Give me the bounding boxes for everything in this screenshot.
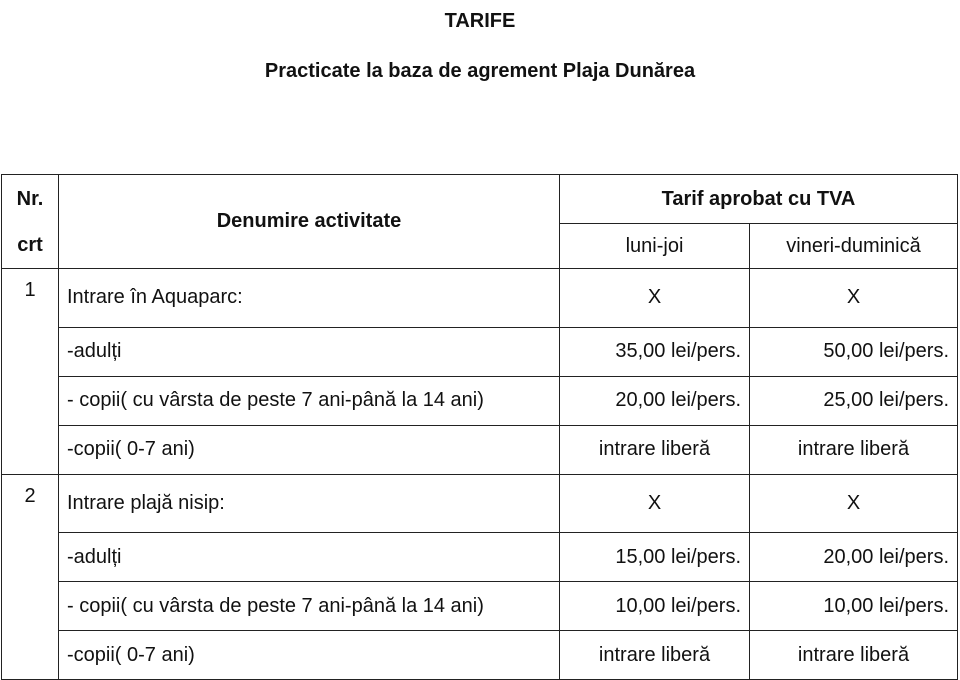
row-number: 2: [2, 474, 59, 533]
row-number-empty: [2, 376, 59, 425]
activity-label: -adulți: [59, 327, 560, 376]
header-tarif-aprobat: Tarif aprobat cu TVA: [560, 175, 958, 224]
header-luni-joi: luni-joi: [560, 224, 750, 269]
table-row: [2, 376, 958, 425]
tarif-luni-joi: X: [560, 269, 750, 328]
row-number-empty: [2, 631, 59, 680]
row-number-empty: [2, 425, 59, 474]
row-number: 1: [2, 269, 59, 328]
header-nr-line2: crt: [17, 233, 43, 256]
tariff-table: [1, 174, 958, 680]
tarif-vineri-duminica: 25,00 lei/pers.: [750, 376, 958, 425]
table-header-row: [2, 175, 958, 224]
tarif-luni-joi: 20,00 lei/pers.: [560, 376, 750, 425]
activity-title: Intrare plajă nisip:: [59, 474, 560, 533]
table-row: [2, 582, 958, 631]
header-nr-crt: [2, 175, 59, 269]
activity-label: -adulți: [59, 533, 560, 582]
activity-label: - copii( cu vârsta de peste 7 ani-până la 14 ani): [59, 582, 560, 631]
table-row: [2, 533, 958, 582]
tarif-vineri-duminica: 10,00 lei/pers.: [750, 582, 958, 631]
header-nr-line1: Nr.: [16, 187, 44, 210]
row-number-empty: [2, 327, 59, 376]
activity-label: -copii( 0-7 ani): [59, 631, 560, 680]
tarif-vineri-duminica: 20,00 lei/pers.: [750, 533, 958, 582]
tarif-luni-joi: X: [560, 474, 750, 533]
activity-label: - copii( cu vârsta de peste 7 ani-până la 14 ani): [59, 376, 560, 425]
tarif-luni-joi: 35,00 lei/pers.: [560, 327, 750, 376]
header-denumire-activitate: Denumire activitate: [59, 175, 560, 269]
activity-title: Intrare în Aquaparc:: [59, 269, 560, 328]
row-number-empty: [2, 533, 59, 582]
tarif-luni-joi: intrare liberă: [560, 631, 750, 680]
table-row: [2, 327, 958, 376]
page-subtitle: Practicate la baza de agrement Plaja Dunărea: [264, 60, 696, 82]
tarif-luni-joi: 15,00 lei/pers.: [560, 533, 750, 582]
table-row: [2, 269, 958, 328]
tarif-vineri-duminica: X: [750, 269, 958, 328]
activity-label: -copii( 0-7 ani): [59, 425, 560, 474]
header-vineri-duminica: vineri-duminică: [750, 224, 958, 269]
row-number-empty: [2, 582, 59, 631]
table-row: [2, 474, 958, 533]
tarif-luni-joi: intrare liberă: [560, 425, 750, 474]
table-row: [2, 631, 958, 680]
tarif-vineri-duminica: X: [750, 474, 958, 533]
tarif-luni-joi: 10,00 lei/pers.: [560, 582, 750, 631]
page-title: TARIFE: [444, 10, 516, 32]
tarif-vineri-duminica: intrare liberă: [750, 631, 958, 680]
tarif-vineri-duminica: 50,00 lei/pers.: [750, 327, 958, 376]
tarif-vineri-duminica: intrare liberă: [750, 425, 958, 474]
table-row: [2, 425, 958, 474]
